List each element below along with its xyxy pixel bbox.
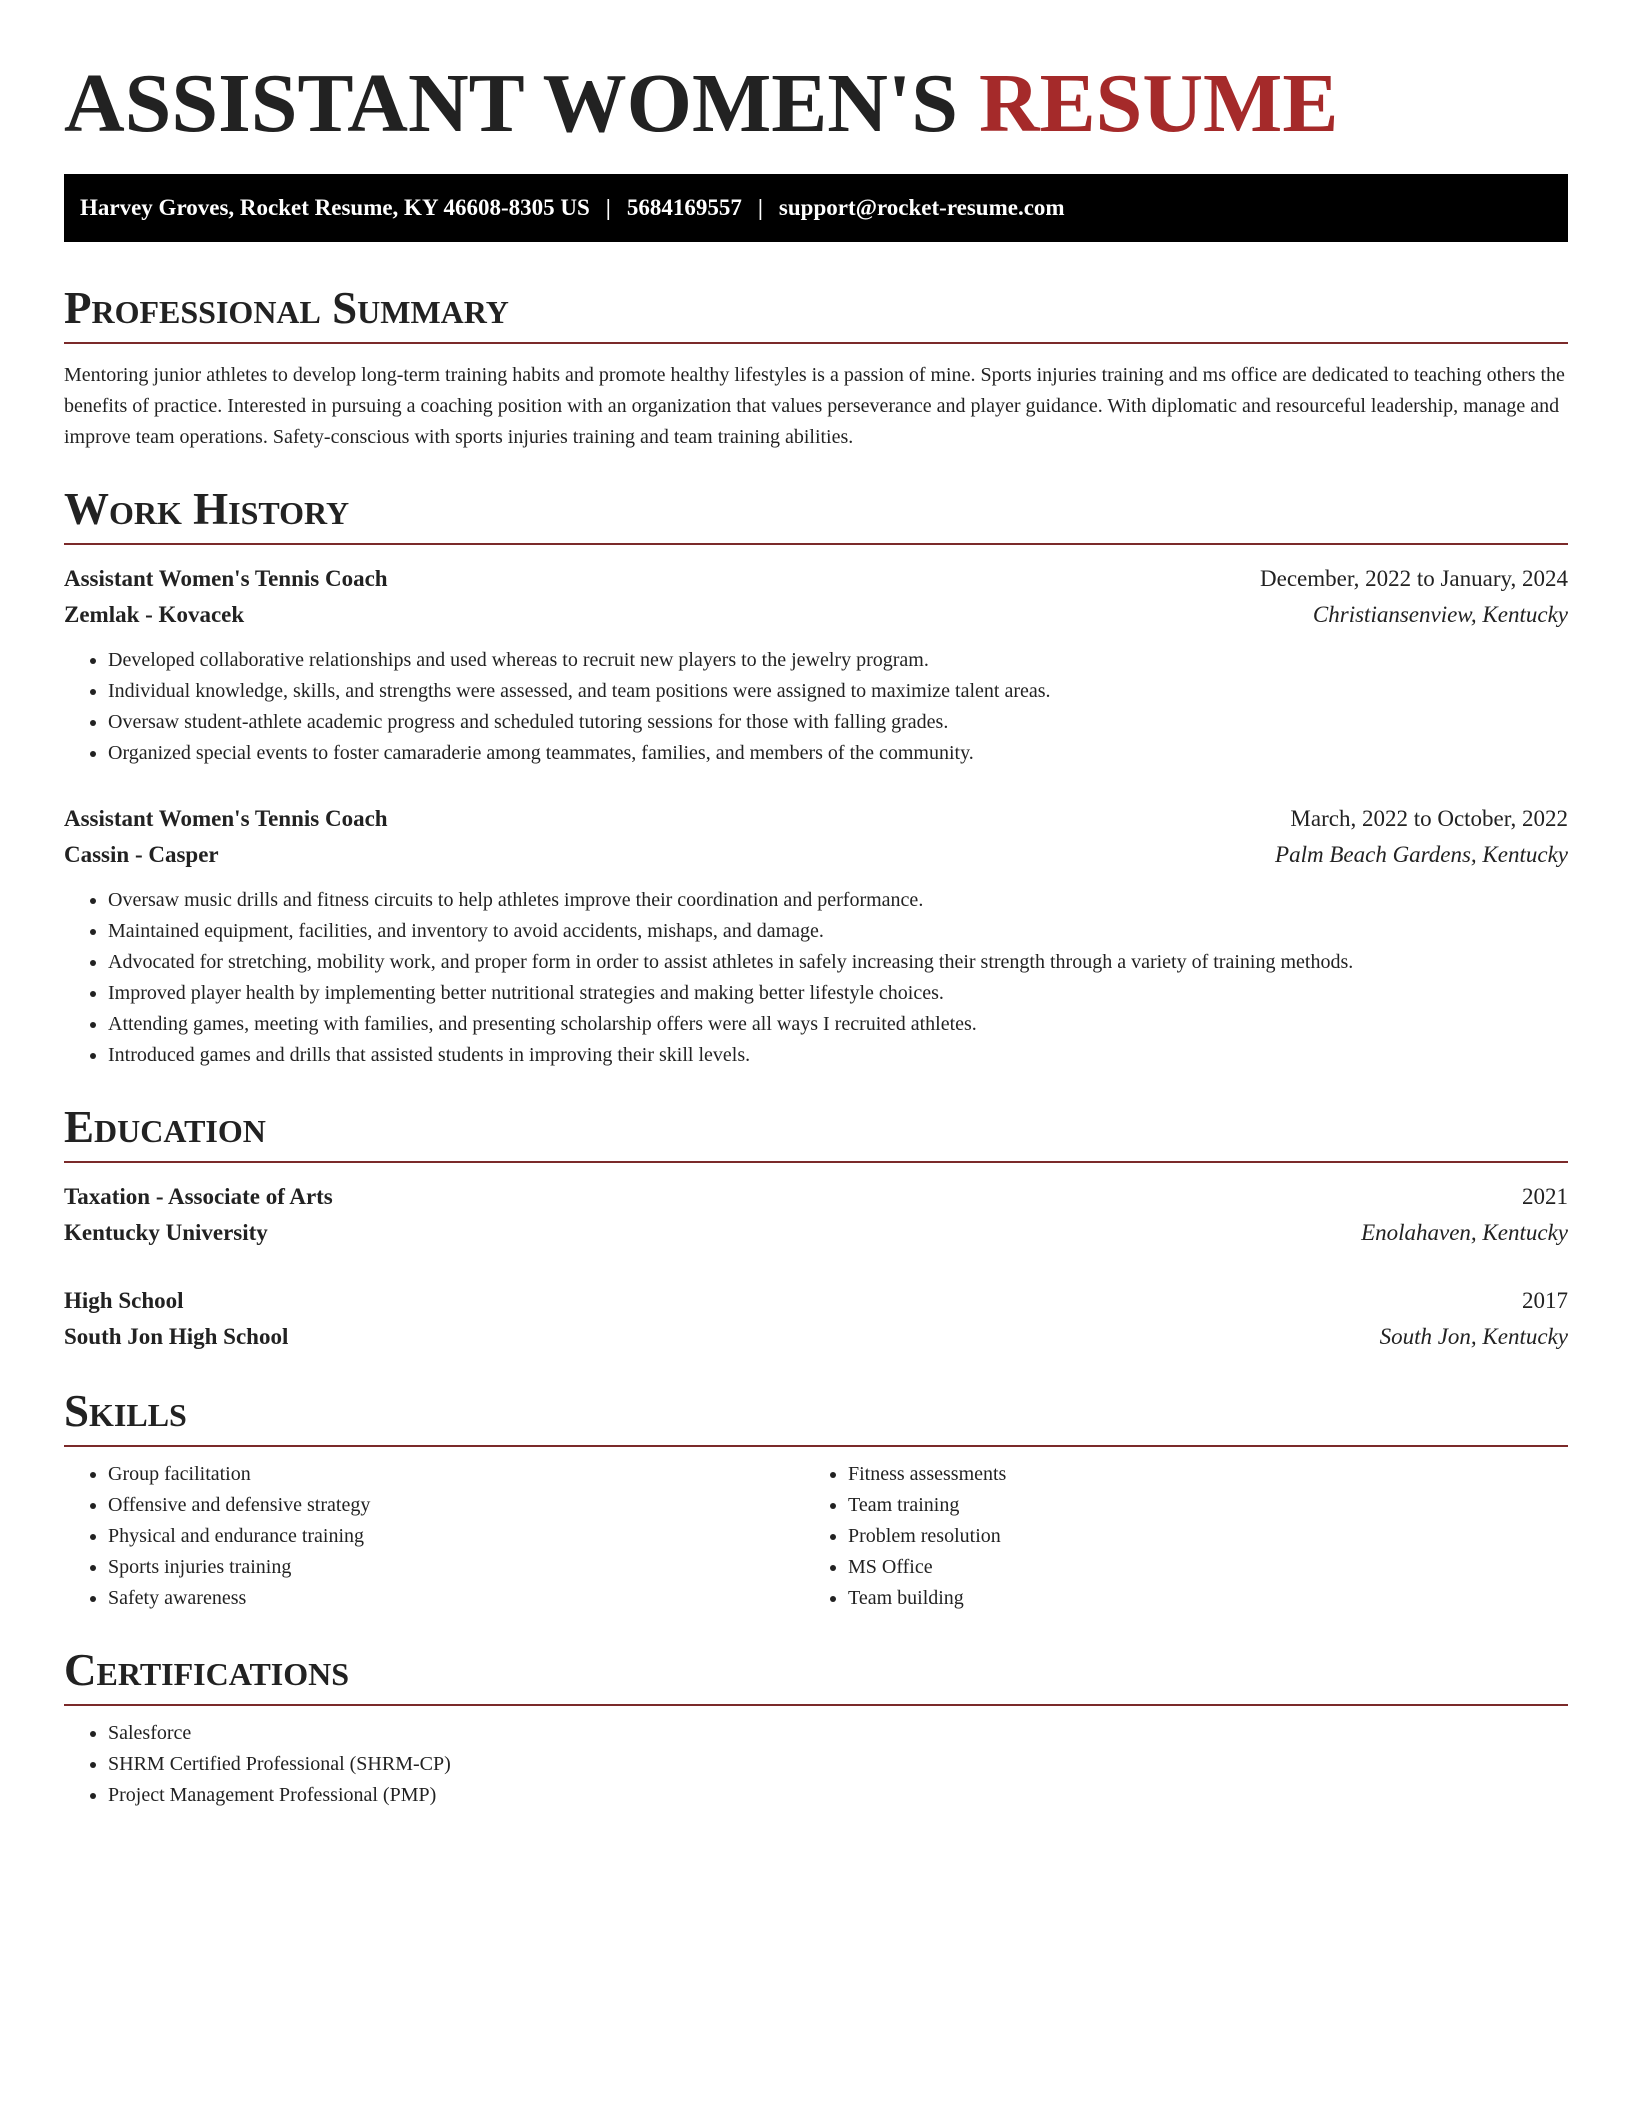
certification-item: • Salesforce [108,1718,1568,1749]
education-school: South Jon High School [64,1324,289,1349]
job-title: Assistant Women's Tennis Coach [64,806,388,831]
job-entry [64,561,1568,769]
certifications-section [64,1642,1568,1811]
contact-email: support@rocket-resume.com [778,195,1065,220]
title-accent: RESUME [978,57,1339,150]
contact-separator: | [757,195,763,220]
skill-item: • Fitness assessments [848,1459,1544,1490]
summary-heading: Professional Summary [64,280,1568,344]
title-main: ASSISTANT WOMEN'S [64,57,958,150]
skills-grid [64,1459,1568,1614]
list-item: • Improved player health by implementing better nutritional strategies and making better lifestyle choices. [108,978,1568,1009]
skills-column-right [804,1459,1544,1614]
education-year: 2017 [1522,1288,1568,1313]
skills-section [64,1383,1568,1614]
certifications-list [64,1718,1568,1811]
work-history-heading: Work History [64,481,1568,545]
list-item: • Advocated for stretching, mobility work, and proper form in order to assist athletes in safely increasing their strength through a variety of training methods. [108,947,1568,978]
list-item: • Organized special events to foster camaraderie among teammates, families, and members of the community. [108,738,1568,769]
job-location: Christiansenview, Kentucky [1312,602,1568,627]
education-year: 2021 [1522,1184,1568,1209]
skill-item: • MS Office [848,1552,1544,1583]
skills-column-left [64,1459,804,1614]
job-dates: December, 2022 to January, 2024 [1260,566,1568,591]
education-section [64,1099,1568,1355]
list-item: • Maintained equipment, facilities, and inventory to avoid accidents, mishaps, and damage. [108,916,1568,947]
resume-title [64,56,1568,152]
list-item: • Developed collaborative relationships and used whereas to recruit new players to the jewelry program. [108,645,1568,676]
certification-item: • Project Management Professional (PMP) [108,1780,1568,1811]
contact-address: Harvey Groves, Rocket Resume, KY 46608-8305 US [80,195,590,220]
education-location: Enolahaven, Kentucky [1361,1220,1568,1245]
skill-item: • Group facilitation [108,1459,804,1490]
job-company: Zemlak - Kovacek [64,602,245,627]
job-location: Palm Beach Gardens, Kentucky [1275,842,1568,867]
list-item: • Oversaw student-athlete academic progress and scheduled tutoring sessions for those with falling grades. [108,707,1568,738]
education-entry [64,1283,1568,1355]
skill-item: • Sports injuries training [108,1552,804,1583]
job-title: Assistant Women's Tennis Coach [64,566,388,591]
skill-item: • Safety awareness [108,1583,804,1614]
certifications-heading: Certifications [64,1642,1568,1706]
skill-item: • Physical and endurance training [108,1521,804,1552]
job-bullets [64,885,1568,1071]
education-degree: High School [64,1288,184,1313]
contact-bar [64,174,1568,242]
skill-item: • Team training [848,1490,1544,1521]
work-history-section [64,481,1568,1071]
education-location: South Jon, Kentucky [1379,1324,1568,1349]
job-bullets [64,645,1568,769]
contact-separator: | [605,195,611,220]
skill-item: • Offensive and defensive strategy [108,1490,804,1521]
education-heading: Education [64,1099,1568,1163]
job-dates: March, 2022 to October, 2022 [1290,806,1568,831]
list-item: • Oversaw music drills and fitness circuits to help athletes improve their coordination and performance. [108,885,1568,916]
skill-item: • Team building [848,1583,1544,1614]
skill-item: • Problem resolution [848,1521,1544,1552]
list-item: • Attending games, meeting with families, and presenting scholarship offers were all ways I recruited athletes. [108,1009,1568,1040]
education-entry [64,1179,1568,1251]
contact-phone: 5684169557 [626,195,742,220]
job-company: Cassin - Casper [64,842,219,867]
list-item: • Individual knowledge, skills, and strengths were assessed, and team positions were assigned to maximize talent areas. [108,676,1568,707]
summary-text: Mentoring junior athletes to develop long-term training habits and promote healthy lifestyles is a passion of mine. Sports injuries training and ms office are dedicated to teaching others the benefits of practice. Interested in pursuing a coaching position with an organization that values perseverance and player guidance. With diplomatic and resourceful leadership, manage and improve team operations. Safety-conscious with sports injuries training and team training abilities. [64,364,1565,448]
certification-item: • SHRM Certified Professional (SHRM-CP) [108,1749,1568,1780]
education-degree: Taxation - Associate of Arts [64,1184,333,1209]
job-entry [64,801,1568,1071]
skills-heading: Skills [64,1383,1568,1447]
list-item: • Introduced games and drills that assisted students in improving their skill levels. [108,1040,1568,1071]
education-school: Kentucky University [64,1220,268,1245]
